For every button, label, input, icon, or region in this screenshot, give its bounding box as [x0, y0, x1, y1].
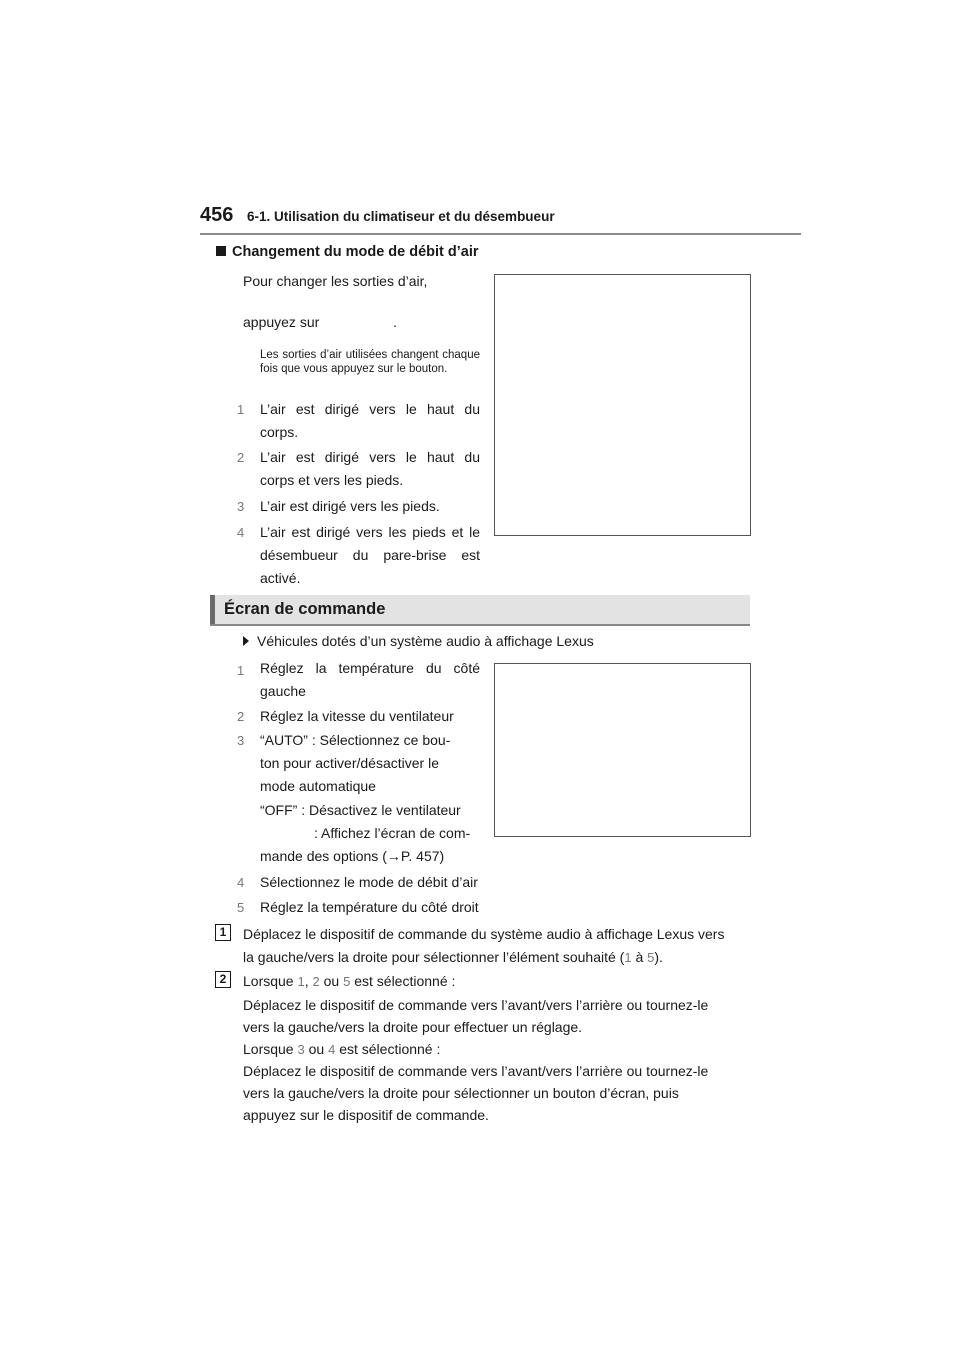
- item-number: 4: [237, 525, 245, 540]
- airflow-item: L’air est dirigé vers le haut du corps et vers les pieds.: [260, 449, 480, 488]
- square-bullet-icon: [216, 246, 226, 256]
- chapter-title: 6-1. Utilisation du climatiseur et du désembueur: [247, 209, 555, 224]
- control-item: Réglez la température du côté gauche: [260, 660, 480, 699]
- page-number: 456: [200, 204, 234, 226]
- step2-para2-l2: vers la gauche/vers la droite pour sélectionner un bouton d’écran, puis: [243, 1085, 679, 1101]
- step2-para1-l1: Déplacez le dispositif de commande vers l’avant/vers l’arrière ou tournez-le: [243, 997, 709, 1013]
- airflow-heading: Changement du mode de débit d’air: [216, 244, 479, 260]
- control-item: Réglez la température du côté droit: [260, 899, 479, 915]
- control-item-auto-l2: ton pour activer/désactiver le: [260, 755, 439, 771]
- item-number: 1: [237, 663, 245, 678]
- vehicle-condition: Véhicules dotés d’un système audio à affichage Lexus: [243, 630, 594, 653]
- item-number: 2: [237, 709, 245, 724]
- control-item-options-l1: : Affichez l’écran de com-: [314, 825, 471, 841]
- airflow-item: L’air est dirigé vers les pieds et le désembueur du pare-brise est activé.: [260, 524, 480, 586]
- triangle-bullet-icon: [243, 636, 249, 646]
- control-item-auto-l3: mode automatique: [260, 778, 376, 794]
- step1-line2: la gauche/vers la droite pour sélectionner l’élément souhaité (1 à 5).: [243, 949, 663, 965]
- item-number: 3: [237, 499, 245, 514]
- control-screen-illustration: [494, 663, 751, 837]
- item-number: 3: [237, 733, 245, 748]
- item-number: 2: [237, 450, 245, 465]
- airflow-intro-end: .: [393, 314, 397, 330]
- airflow-illustration: [494, 274, 751, 536]
- control-item-auto-l1: “AUTO” : Sélectionnez ce bou-: [260, 732, 451, 748]
- control-item-options-l2: mande des options (→P. 457): [260, 848, 445, 864]
- step-number-icon: 1: [215, 924, 231, 941]
- section-header: [210, 595, 750, 624]
- item-number: 1: [237, 402, 245, 417]
- step2-condition2: Lorsque 3 ou 4 est sélectionné :: [243, 1041, 441, 1057]
- item-number: 4: [237, 875, 245, 890]
- section-title: Écran de commande: [224, 600, 386, 618]
- control-item: Réglez la vitesse du ventilateur: [260, 708, 454, 724]
- control-item: Sélectionnez le mode de débit d’air: [260, 874, 478, 890]
- step2-para2-l3: appuyez sur le dispositif de commande.: [243, 1107, 489, 1123]
- airflow-note: Les sorties d’air utilisées changent chaque fois que vous appuyez sur le bouton.: [260, 349, 480, 375]
- airflow-item: L’air est dirigé vers les pieds.: [260, 498, 440, 514]
- airflow-item: L’air est dirigé vers le haut du corps.: [260, 401, 480, 440]
- header-rule: [200, 233, 801, 235]
- airflow-intro-line2: appuyez sur: [243, 314, 320, 330]
- step1-line1: Déplacez le dispositif de commande du système audio à affichage Lexus vers: [243, 926, 725, 942]
- control-item-off: “OFF” : Désactivez le ventilateur: [260, 802, 461, 818]
- step2-para1-l2: vers la gauche/vers la droite pour effectuer un réglage.: [243, 1019, 583, 1035]
- step2-para2-l1: Déplacez le dispositif de commande vers l’avant/vers l’arrière ou tournez-le: [243, 1063, 709, 1079]
- item-number: 5: [237, 900, 245, 915]
- step2-condition1: Lorsque 1, 2 ou 5 est sélectionné :: [243, 973, 456, 989]
- airflow-intro-line1: Pour changer les sorties d’air,: [243, 273, 428, 289]
- step-number-icon: 2: [215, 971, 231, 988]
